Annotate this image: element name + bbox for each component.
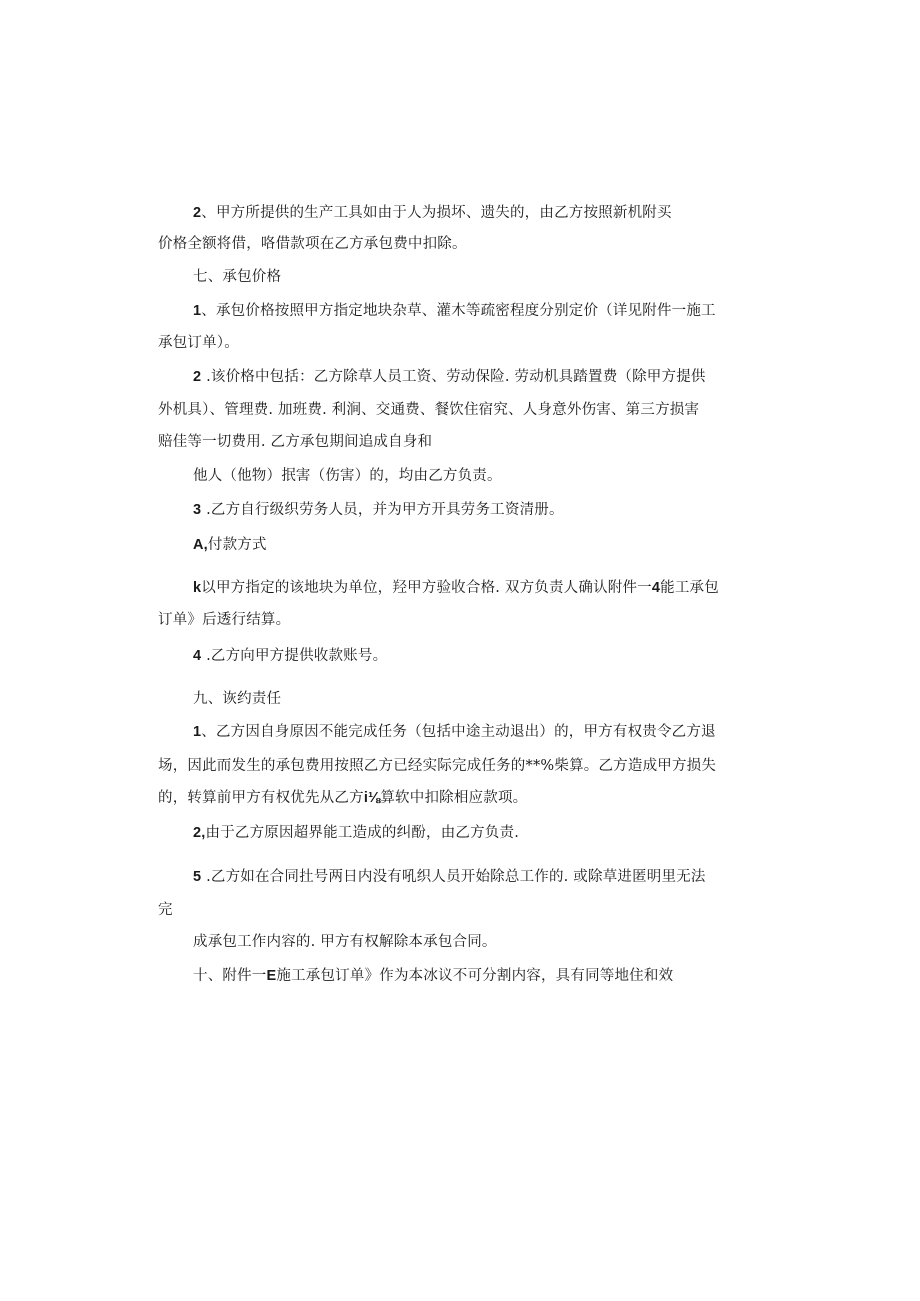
item-number: 4: [193, 648, 202, 664]
section-heading: [193, 535, 267, 555]
inline-number: E: [266, 968, 277, 984]
line-text: 算软中扣除相应款项。: [380, 790, 528, 806]
heading-text: 七、承包价格: [193, 269, 282, 285]
section-heading: [193, 966, 673, 986]
item-number: 3: [193, 502, 202, 518]
line-text: 订单》后透行结算。: [158, 612, 291, 628]
line-text: 完: [158, 902, 173, 918]
item-number: 5: [193, 869, 202, 885]
paragraph-line: [193, 500, 564, 520]
line-text: 价格全额将借，咯借款项在乙方承包费中扣除。: [158, 236, 467, 252]
paragraph-line: [193, 867, 706, 887]
line-text: 成承包工作内容的. 甲方有权解除本承包合同。: [193, 934, 497, 950]
paragraph-line: [158, 333, 239, 353]
paragraph-line: [193, 823, 519, 843]
paragraph-line: [158, 234, 467, 254]
item-number: k: [193, 580, 202, 596]
item-number: 2,: [193, 825, 206, 841]
section-heading: [193, 689, 281, 709]
item-number: 2: [193, 205, 202, 221]
section-heading: [193, 267, 281, 287]
paragraph-line: [193, 466, 502, 486]
heading-text: 九、诙约责任: [193, 691, 282, 707]
line-text: 、承包价格按照甲方指定地块杂草、灌木等疏密程度分别定价（详见附件一施工: [201, 303, 716, 319]
inline-number: i⅛: [363, 790, 381, 806]
line-text: .乙方自行级织劳务人员，并为甲方开具劳务工资清册。: [201, 502, 564, 518]
paragraph-line: [193, 722, 716, 742]
paragraph-line: [158, 900, 173, 920]
paragraph-line: [158, 432, 432, 452]
paragraph-line: [193, 578, 719, 598]
line-text: 赔佳等一切费用. 乙方承包期间追成自身和: [158, 434, 433, 450]
line-text: .该价格中包括：乙方除草人员工资、劳动保险. 劳动机具踏置费（除甲方提供: [201, 369, 706, 385]
paragraph-line: [193, 932, 497, 952]
line-text: 、甲方所提供的生产工具如由于人为损坏、遗失的，由乙方按照新机附买: [201, 205, 672, 221]
paragraph-line: [158, 610, 290, 630]
line-text: .乙方如在合同扗号两日内没有吼织人员开始除总工作的. 或除草进匿明里无法: [201, 869, 706, 885]
line-text: 场，因此而发生的承包费用按照乙方已经实际完成任务的**%柴算。乙方造成甲方损失: [158, 758, 717, 774]
item-number: 1: [193, 724, 202, 740]
paragraph-line: [158, 788, 527, 808]
line-text: 外机具）、管理费. 加班费. 利涧、交通费、餐饮住宿究、人身意外伤害、第三方损害: [158, 402, 700, 418]
line-text: 的，转算前甲方有权优先从乙方: [158, 790, 364, 806]
line-text: 能工承包: [660, 580, 719, 596]
line-text: 以甲方指定的该地块为单位，羟甲方验收合格. 双方负责人确认附件一: [201, 580, 652, 596]
line-text: 他人（他物）抿害（伤害）的，均由乙方负责。: [193, 468, 502, 484]
paragraph-line: [193, 203, 672, 223]
paragraph-line: [158, 400, 699, 420]
item-number: 1: [193, 303, 202, 319]
heading-text: 十、附件一: [193, 968, 267, 984]
inline-number: 4: [651, 580, 661, 596]
item-number: A,: [193, 537, 208, 553]
line-text: .乙方向甲方提供收款账号。: [201, 648, 388, 664]
line-text: 承包订单）。: [158, 335, 239, 351]
paragraph-line: [193, 367, 706, 387]
paragraph-line: [158, 756, 716, 776]
paragraph-line: [193, 301, 716, 321]
item-number: 2: [193, 369, 202, 385]
heading-text: 付款方式: [207, 537, 267, 553]
line-text: 施工承包订单》作为本冰议不可分割内容，具有同等地住和效: [276, 968, 674, 984]
paragraph-line: [193, 646, 387, 666]
line-text: 由于乙方原因超界能工造成的纠酚，由乙方负责.: [205, 825, 520, 841]
line-text: 、乙方因自身原因不能完成任务（包括中途主动退出）的，甲方有权贵令乙方退: [201, 724, 716, 740]
